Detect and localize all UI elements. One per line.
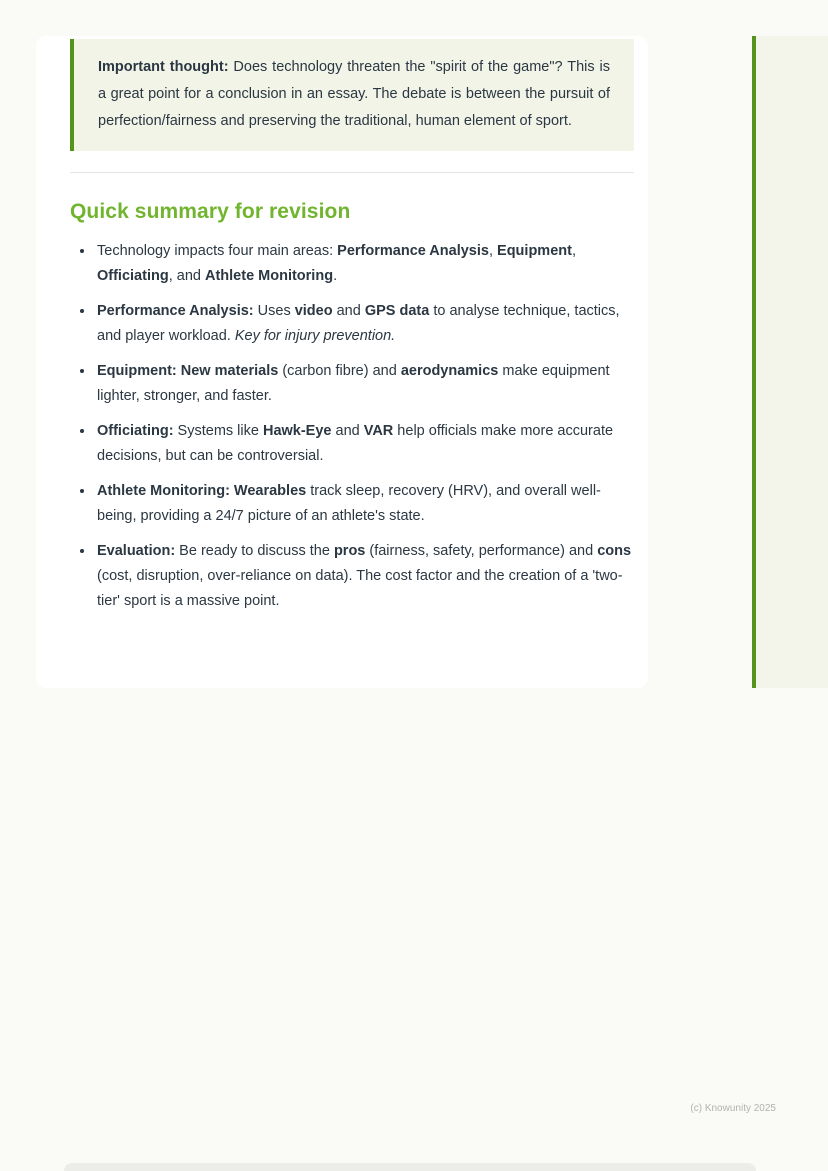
section-heading: Quick summary for revision <box>70 200 351 223</box>
next-page-callout-fragment <box>752 36 828 688</box>
list-item: • Officiating: Systems like Hawk-Eye and VAR help officials make more accurate decisions, but can be controversial. <box>95 419 634 469</box>
list-item: • Equipment: New materials (carbon fibre) and aerodynamics make equipment lighter, stronger, and faster. <box>95 359 634 409</box>
next-page-top-edge <box>64 1163 756 1171</box>
copyright-footer: (c) Knowunity 2025 <box>690 1103 776 1114</box>
list-item: • Evaluation: Be ready to discuss the pros (fairness, safety, performance) and cons (cost, disruption, over-reliance on data). The cost factor and the creation of a 'two-tier' sport is a massive point. <box>95 539 634 614</box>
summary-list <box>70 239 634 614</box>
callout-text: Important thought: Does technology threaten the "spirit of the game"? This is a great point for a conclusion in an essay. The debate is between the pursuit of perfection/fairness and preserving the traditional, human element of sport. <box>98 59 610 129</box>
list-item: • Athlete Monitoring: Wearables track sleep, recovery (HRV), and overall well-being, providing a 24/7 picture of an athlete's state. <box>95 479 634 529</box>
list-item: • Technology impacts four main areas: Performance Analysis, Equipment, Officiating, and Athlete Monitoring. <box>95 239 634 289</box>
document-page <box>36 36 648 688</box>
list-item: • Performance Analysis: Uses video and GPS data to analyse technique, tactics, and player workload. Key for injury prevention. <box>95 299 634 349</box>
divider <box>70 172 634 173</box>
callout-important-thought <box>70 39 634 151</box>
